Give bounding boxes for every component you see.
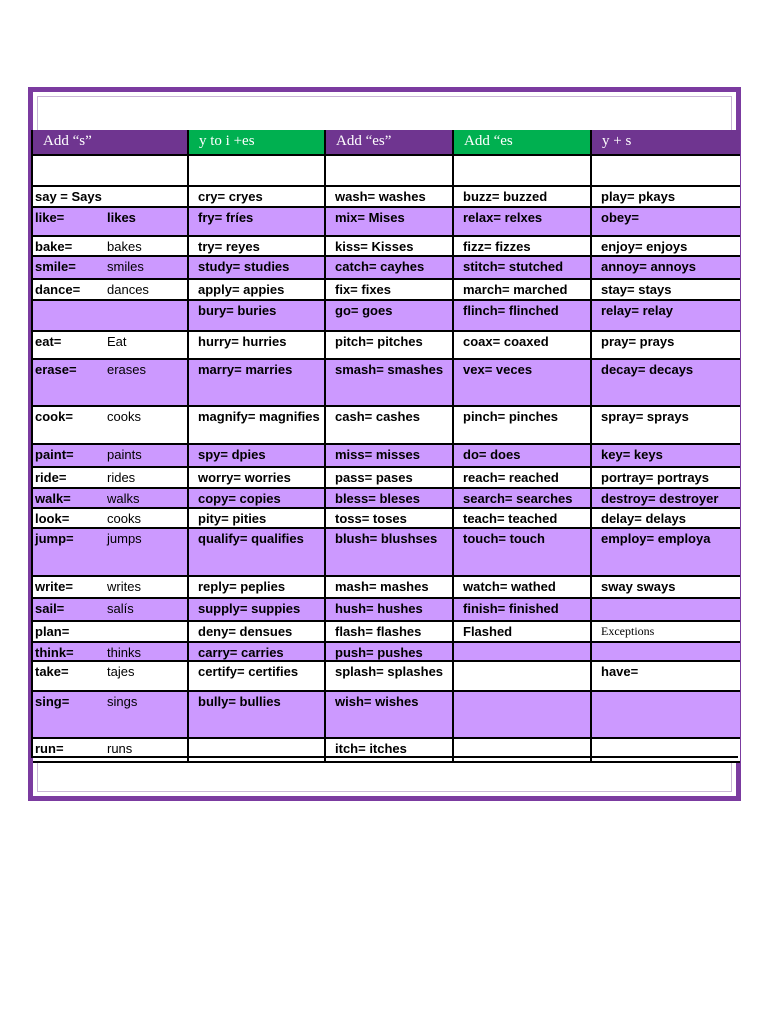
cell-base-word: sail= [35, 601, 65, 616]
cell-base-word: ride= [35, 470, 67, 485]
cell-plural-word: tajes [107, 664, 135, 679]
table-cell-col4: reach= reached [454, 468, 592, 489]
table-cell-add-s [33, 739, 189, 763]
table-cell-col3: push= pushes [326, 643, 454, 662]
table-cell-col2: study= studies [189, 257, 326, 280]
table-cell-add-s [33, 280, 189, 301]
table-cell-col2: bury= buries [189, 301, 326, 332]
table-cell-col2: bully= bullies [189, 692, 326, 739]
header-add-es-2: Add “es [454, 130, 592, 156]
table-cell-col5: have= [592, 662, 740, 692]
table-cell-col4 [454, 643, 592, 662]
cell-base-word: take= [35, 664, 69, 679]
cell-base-word: look= [35, 511, 70, 526]
cell-base-word: write= [35, 579, 73, 594]
cell-plural-word: bakes [107, 239, 142, 254]
table-cell-col4: flinch= flinched [454, 301, 592, 332]
cell-base-word: like= [35, 210, 65, 225]
table-cell-col3: go= goes [326, 301, 454, 332]
table-cell-col3: miss= misses [326, 445, 454, 468]
table-cell-col4: finish= finished [454, 599, 592, 622]
cell-plural-word: sings [107, 694, 138, 709]
table-cell-col3: itch= itches [326, 739, 454, 763]
table-cell-add-s [33, 509, 189, 529]
table-cell-col3: smash= smashes [326, 360, 454, 407]
table-cell-add-s [33, 692, 189, 739]
table-cell-col4: march= marched [454, 280, 592, 301]
table-cell-col4: touch= touch [454, 529, 592, 577]
table-cell-add-s [33, 662, 189, 692]
table-cell-col5: relay= relay [592, 301, 740, 332]
table-cell-col5: Exceptions [592, 622, 740, 643]
table-cell-add-s [33, 301, 189, 332]
table-cell-add-s [33, 599, 189, 622]
table-cell-col3: wish= wishes [326, 692, 454, 739]
header-y-plus-s: y + s [592, 130, 740, 156]
table-cell-col2: magnify= magnifies [189, 407, 326, 445]
cell-base-word: dance= [35, 282, 81, 297]
table-cell-col5 [592, 643, 740, 662]
header-add-es: Add “es” [326, 130, 454, 156]
cell-base-word: plan= [35, 624, 70, 639]
table-cell-col3: bless= bleses [326, 489, 454, 509]
table-cell-col2: marry= marries [189, 360, 326, 407]
table-cell-col4: do= does [454, 445, 592, 468]
table-cell-add-s [33, 257, 189, 280]
table-cell-col4 [454, 156, 592, 187]
cell-plural-word: paints [107, 447, 142, 462]
table-cell-col5: decay= decays [592, 360, 740, 407]
table-cell-col4: relax= relxes [454, 208, 592, 237]
table-cell-col2: copy= copies [189, 489, 326, 509]
table-cell-col2: carry= carries [189, 643, 326, 662]
cell-plural-word: smiles [107, 259, 144, 274]
table-cell-col3: cash= cashes [326, 407, 454, 445]
cell-base-word: think= [35, 645, 74, 660]
table-cell-col2: supply= suppies [189, 599, 326, 622]
table-cell-col5: obey= [592, 208, 740, 237]
table-cell-col4: pinch= pinches [454, 407, 592, 445]
table-cell-add-s [33, 407, 189, 445]
cell-plural-word: writes [107, 579, 141, 594]
table-cell-col2 [189, 156, 326, 187]
cell-base-word: run= [35, 741, 64, 756]
table-cell-col5: enjoy= enjoys [592, 237, 740, 257]
table-cell-col4 [454, 692, 592, 739]
table-cell-col5: pray= prays [592, 332, 740, 360]
cell-plural-word: rides [107, 470, 136, 485]
cell-base-word: eat= [35, 334, 62, 349]
table-cell-col4: buzz= buzzed [454, 187, 592, 208]
table-cell-col5 [592, 692, 740, 739]
cell-base-word: say = Says [35, 189, 102, 204]
table-cell-add-s [33, 187, 189, 208]
cell-base-word: smile= [35, 259, 76, 274]
table-cell-col2: pity= pities [189, 509, 326, 529]
table-cell-col3: fix= fixes [326, 280, 454, 301]
table-cell-col5: play= pkays [592, 187, 740, 208]
table-cell-col2: certify= certifies [189, 662, 326, 692]
cell-base-word: jump= [35, 531, 74, 546]
table-cell-col2: try= reyes [189, 237, 326, 257]
table-cell-add-s [33, 445, 189, 468]
cell-plural-word: walks [107, 491, 140, 506]
table-cell-col5: employ= employa [592, 529, 740, 577]
cell-plural-word: Eat [107, 334, 127, 349]
cell-plural-word: likes [107, 210, 136, 225]
table-cell-col4: coax= coaxed [454, 332, 592, 360]
table-cell-col4: teach= teached [454, 509, 592, 529]
table-cell-col5: sway sways [592, 577, 740, 599]
table-cell-col2 [189, 739, 326, 763]
table-cell-col4: vex= veces [454, 360, 592, 407]
table-cell-col5 [592, 739, 740, 763]
header-add-s: Add “s” [33, 130, 189, 156]
table-cell-col5 [592, 156, 740, 187]
table-cell-col3: kiss= Kisses [326, 237, 454, 257]
cell-plural-word: cooks [107, 409, 141, 424]
table-cell-col3: catch= cayhes [326, 257, 454, 280]
table-cell-add-s [33, 622, 189, 643]
table-cell-col2: deny= densues [189, 622, 326, 643]
cell-plural-word: erases [107, 362, 147, 377]
table-cell-add-s [33, 643, 189, 662]
table-cell-add-s [33, 529, 189, 577]
table-cell-col3: hush= hushes [326, 599, 454, 622]
table-cell-col3: pitch= pitches [326, 332, 454, 360]
table-cell-add-s [33, 489, 189, 509]
cell-plural-word: salís [107, 601, 134, 616]
table-cell-col3: mix= Mises [326, 208, 454, 237]
table-cell-col2: spy= dpies [189, 445, 326, 468]
cell-base-word: walk= [35, 491, 71, 506]
table-cell-col2: apply= appies [189, 280, 326, 301]
table-cell-col4: stitch= stutched [454, 257, 592, 280]
cell-base-word: erase= [35, 362, 77, 377]
table-cell-col5: annoy= annoys [592, 257, 740, 280]
table-cell-col5: portray= portrays [592, 468, 740, 489]
table-cell-col3: wash= washes [326, 187, 454, 208]
table-cell-col5: delay= delays [592, 509, 740, 529]
cell-plural-word: runs [107, 741, 133, 756]
table-cell-col4 [454, 739, 592, 763]
table-cell-col3: mash= mashes [326, 577, 454, 599]
table-cell-add-s [33, 208, 189, 237]
cell-base-word: bake= [35, 239, 73, 254]
table-cell-col3: pass= pases [326, 468, 454, 489]
table-cell-col2: reply= peplies [189, 577, 326, 599]
table-cell-col3: toss= toses [326, 509, 454, 529]
cell-plural-word: cooks [107, 511, 141, 526]
table-cell-col5: spray= sprays [592, 407, 740, 445]
table-cell-col2: worry= worries [189, 468, 326, 489]
table-cell-col2: cry= cryes [189, 187, 326, 208]
table-cell-col4: fizz= fizzes [454, 237, 592, 257]
table-cell-col3: blush= blushses [326, 529, 454, 577]
table-cell-col3: flash= flashes [326, 622, 454, 643]
table-cell-col2: fry= fríes [189, 208, 326, 237]
table-cell-col4 [454, 662, 592, 692]
table-cell-col2: hurry= hurries [189, 332, 326, 360]
table-cell-col3: splash= splashes [326, 662, 454, 692]
table-cell-col2: qualify= qualifies [189, 529, 326, 577]
table-cell-col4: watch= wathed [454, 577, 592, 599]
cell-plural-word: jumps [107, 531, 142, 546]
table-cell-add-s [33, 577, 189, 599]
cell-plural-word: dances [107, 282, 149, 297]
table-cell-add-s [33, 360, 189, 407]
cell-base-word: sing= [35, 694, 70, 709]
table-cell-col5: destroy= destroyer [592, 489, 740, 509]
cell-base-word: paint= [35, 447, 74, 462]
table-bottom-border [31, 756, 738, 758]
header-y-to-i-es: y to i +es [189, 130, 326, 156]
table-cell-add-s [33, 332, 189, 360]
cell-plural-word: thinks [107, 645, 141, 660]
table-cell-add-s [33, 468, 189, 489]
table-cell-col4: Flashed [454, 622, 592, 643]
word-table [31, 130, 738, 758]
table-cell-col5 [592, 599, 740, 622]
cell-base-word: cook= [35, 409, 73, 424]
table-cell-add-s [33, 156, 189, 187]
table-cell-col3 [326, 156, 454, 187]
table-cell-add-s [33, 237, 189, 257]
table-cell-col5: key= keys [592, 445, 740, 468]
table-cell-col5: stay= stays [592, 280, 740, 301]
table-cell-col4: search= searches [454, 489, 592, 509]
